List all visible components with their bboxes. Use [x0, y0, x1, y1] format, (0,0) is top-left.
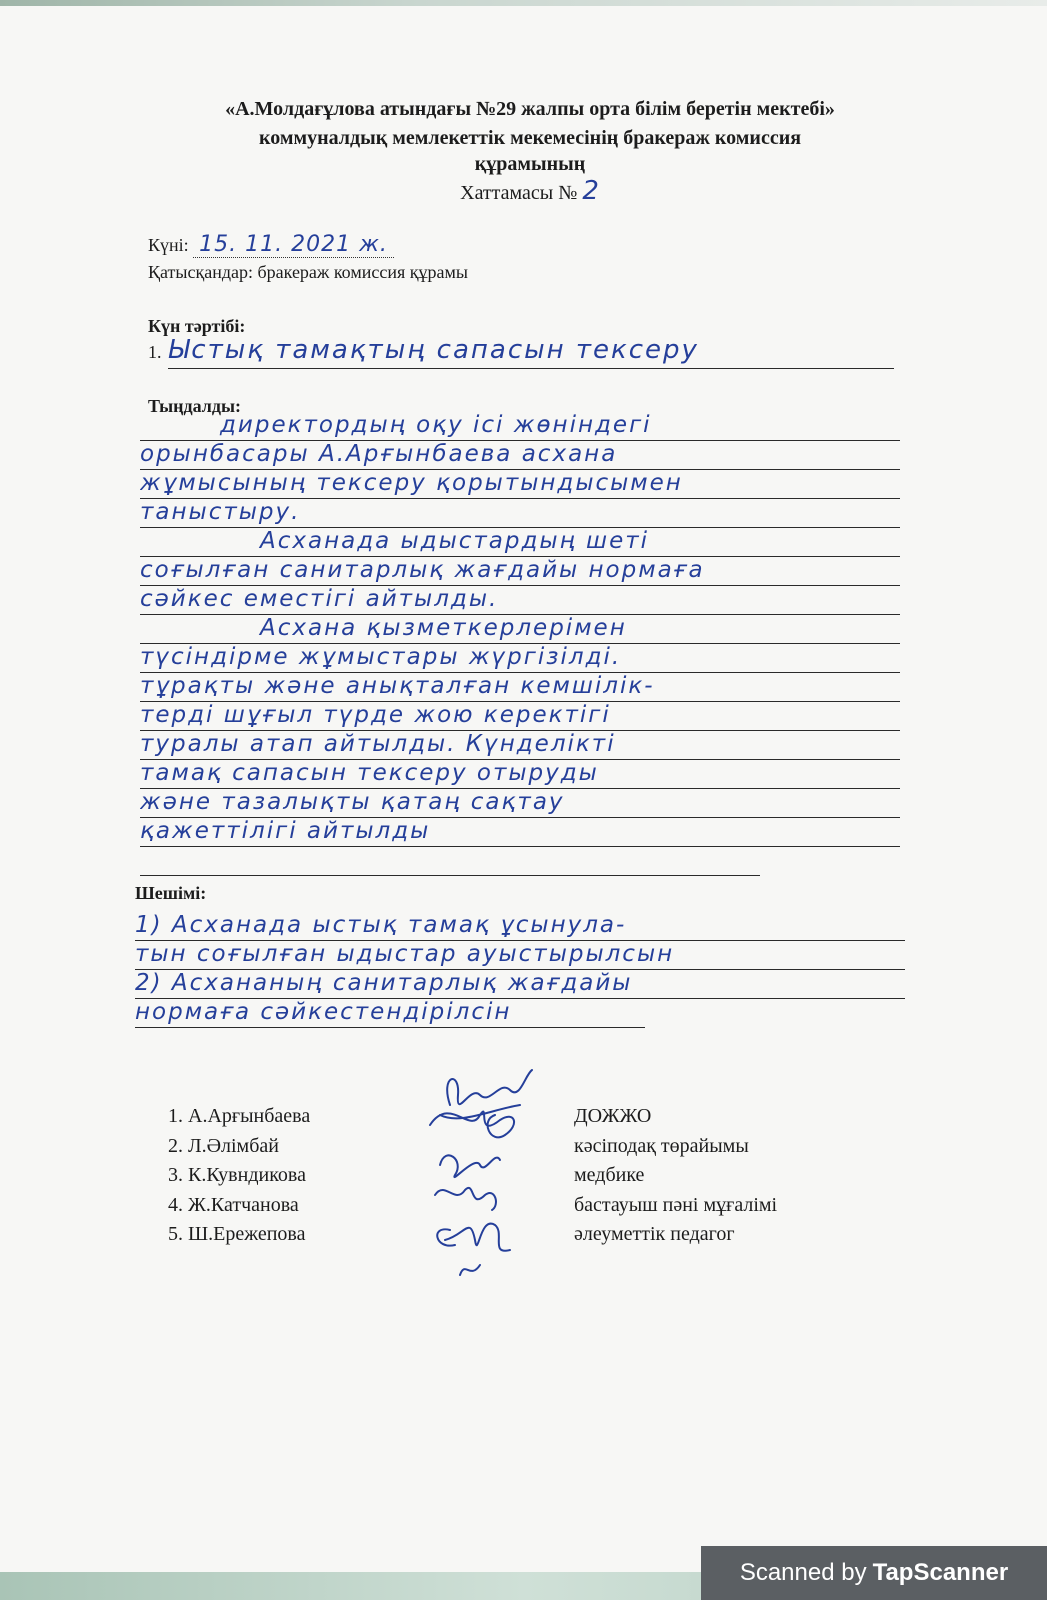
decision-text	[135, 912, 905, 1028]
date-value: 15. 11. 2021 ж.	[193, 232, 394, 258]
signatory-role: медбике	[574, 1164, 645, 1186]
date-row	[148, 232, 394, 257]
signature-3	[440, 1155, 500, 1177]
heard-line: жұмысының тексеру қорытындысымен	[140, 470, 900, 499]
signatory-role: кәсіподақ төрайымы	[574, 1134, 749, 1157]
header-line-1: «А.Молдағұлова атындағы №29 жалпы орта білім беретін мектебі»	[225, 98, 835, 120]
agenda-item-line	[168, 332, 894, 369]
heard-line: туралы атап айтылды. Күнделікті	[140, 731, 900, 760]
signatory-role: бастауыш пәні мұғалімі	[574, 1193, 778, 1216]
decision-label: Шешімі:	[135, 883, 207, 903]
heard-text	[140, 412, 900, 876]
agenda-item: Ыстық тамақтың сапасын тексеру	[168, 332, 894, 369]
heard-line: сәйкес еместігі айтылды.	[140, 586, 900, 615]
heard-line: орынбасары А.Арғынбаева асхана	[140, 441, 900, 470]
heard-line: таныстыру.	[140, 499, 900, 528]
agenda-number: 1.	[148, 342, 162, 362]
heard-label: Тыңдалды:	[148, 396, 242, 416]
decision-line: 2) Асхананың санитарлық жағдайы	[135, 970, 905, 999]
handwritten-signatures	[420, 1065, 560, 1285]
header-line-3: құрамының	[474, 153, 586, 175]
participants: Қатысқандар: бракераж комиссия құрамы	[148, 262, 468, 282]
signature-5	[437, 1224, 510, 1275]
header-line-2: коммуналдық мемлекеттік мекемесінің бракераж комиссия	[258, 127, 802, 149]
date-label: Күні:	[148, 235, 189, 255]
heard-line: тамақ сапасын тексеру отыруды	[140, 760, 900, 789]
signatory-roles	[574, 1102, 777, 1250]
scan-top-edge	[0, 0, 1047, 6]
signatory-role: әлеуметтік педагог	[574, 1223, 735, 1245]
signatory-role: ДОЖЖО	[574, 1105, 652, 1127]
heard-line: тұрақты және анықталған кемшілік-	[140, 673, 900, 702]
decision-line: тын соғылған ыдыстар ауыстырылсын	[135, 941, 905, 970]
protocol-label: Хаттамасы №	[460, 182, 578, 204]
heard-line: соғылған санитарлық жағдайы нормаға	[140, 557, 900, 586]
heard-line: Асхана қызметкерлерімен	[140, 615, 900, 644]
signatory-name: 5. Ш.Ережепова	[168, 1223, 306, 1245]
watermark-brand: TapScanner	[872, 1559, 1009, 1586]
tapscanner-watermark	[701, 1546, 1047, 1600]
signature-4	[435, 1188, 496, 1210]
heard-blank-line	[140, 847, 760, 876]
signatory-names	[168, 1102, 310, 1250]
protocol-number: 2	[582, 176, 600, 206]
heard-line: директордың оқу ісі жөніндегі	[140, 412, 900, 441]
decision-line: 1) Асханада ыстық тамақ ұсынула-	[135, 912, 905, 941]
heard-line: түсіндірме жұмыстары жүргізілді.	[140, 644, 900, 673]
signatory-name: 4. Ж.Катчанова	[168, 1193, 299, 1216]
signature-1	[440, 1070, 532, 1118]
signatory-name: 2. Л.Әлімбай	[168, 1134, 279, 1157]
agenda-label: Күн тәртібі:	[148, 316, 246, 336]
heard-line: қажеттілігі айтылды	[140, 818, 900, 847]
decision-line: нормаға сәйкестендірілсін	[135, 999, 645, 1028]
signatory-name: 1. А.Арғынбаева	[168, 1105, 311, 1127]
signatory-name: 3. К.Кувндикова	[168, 1164, 306, 1186]
heard-line: және тазалықты қатаң сақтау	[140, 789, 900, 818]
heard-line: терді шұғыл түрде жою керектігі	[140, 702, 900, 731]
watermark-prefix: Scanned by	[739, 1559, 867, 1586]
heard-line: Асханада ыдыстардың шеті	[140, 528, 900, 557]
protocol-title	[130, 176, 930, 206]
